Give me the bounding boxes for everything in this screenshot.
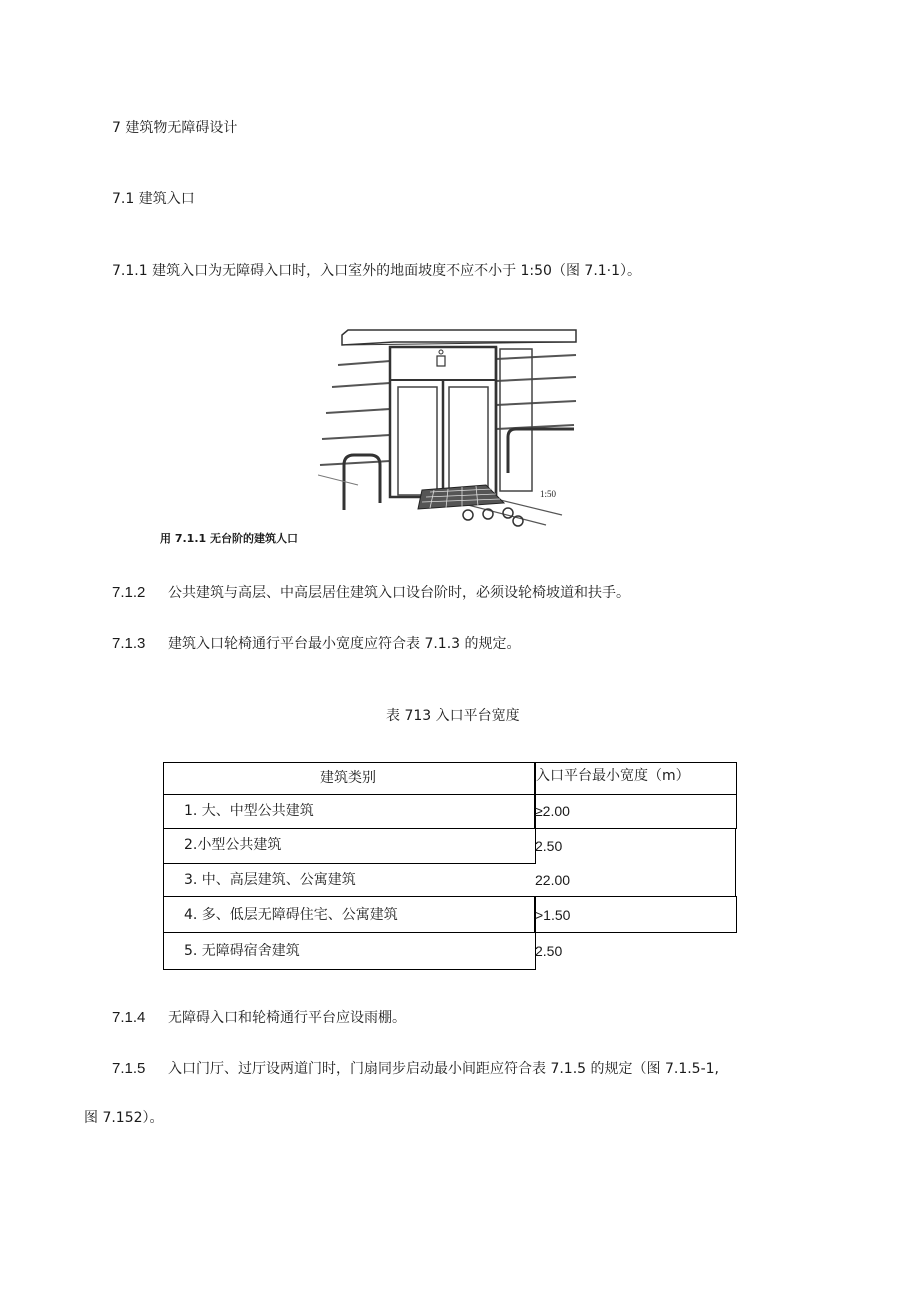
accessibility-sign-icon <box>437 356 445 366</box>
clause-7-1-3-number: 7.1.3 <box>112 635 146 652</box>
table-header-width: 入口平台最小宽度（m） <box>536 768 690 784</box>
slope-label: 1:50 <box>540 489 557 499</box>
table-row-3-width: 22.00 <box>535 872 571 888</box>
table-title: 表 713 入口平台宽度 <box>386 708 520 724</box>
table-row-5-width: 2.50 <box>535 943 563 959</box>
table-row-1-width: ≥2.00 <box>535 803 570 819</box>
clause-7-1-4-number: 7.1.4 <box>112 1009 146 1026</box>
table-header-category: 建筑类别 <box>320 770 376 786</box>
table-row-4-category: 4. 多、低层无障碍住宅、公寓建筑 <box>184 907 398 923</box>
table-row-3-category: 3. 中、高层建筑、公寓建筑 <box>184 872 356 888</box>
right-handrail <box>508 429 574 473</box>
table-right-edge <box>735 828 736 896</box>
clause-7-1-2-number: 7.1.2 <box>112 584 146 601</box>
table-row3-left-border <box>163 862 164 897</box>
section-heading: 7.1 建筑入口 <box>112 191 195 207</box>
clause-7-1-4-text: 无障碍入口和轮椅通行平台应设雨棚。 <box>168 1010 406 1026</box>
clause-7-1-5-number: 7.1.5 <box>112 1060 146 1077</box>
table-row-1-category: 1. 大、中型公共建筑 <box>184 803 314 819</box>
table-row-4-width: >1.50 <box>535 907 571 923</box>
clause-7-1-5-continuation: 图 7.152）。 <box>84 1110 164 1126</box>
figure-caption: 用 7.1.1 无台阶的建筑人口 <box>160 532 298 545</box>
entrance-illustration <box>318 325 580 530</box>
clause-7-1-2-text: 公共建筑与高层、中高层居住建筑入口设台阶时，必须设轮椅坡道和扶手。 <box>168 585 630 601</box>
table-row-2-width: 2.50 <box>535 838 563 854</box>
clause-7-1-3-text: 建筑入口轮椅通行平台最小宽度应符合表 7.1.3 的规定。 <box>168 636 521 652</box>
clause-7-1-5-text: 入口门厅、过厅设两道门时，门扇同步启动最小间距应符合表 7.1.5 的规定（图 7.1.5-1, <box>168 1061 720 1077</box>
chapter-heading: 7 建筑物无障碍设计 <box>112 120 238 136</box>
table-row-5-category: 5. 无障碍宿舍建筑 <box>184 943 300 959</box>
clause-7-1-1: 7.1.1 建筑入口为无障碍入口时，入口室外的地面坡度不应不小于 1:50（图 7.1·1）。 <box>112 263 642 279</box>
table-row-2-category: 2.小型公共建筑 <box>184 837 282 853</box>
